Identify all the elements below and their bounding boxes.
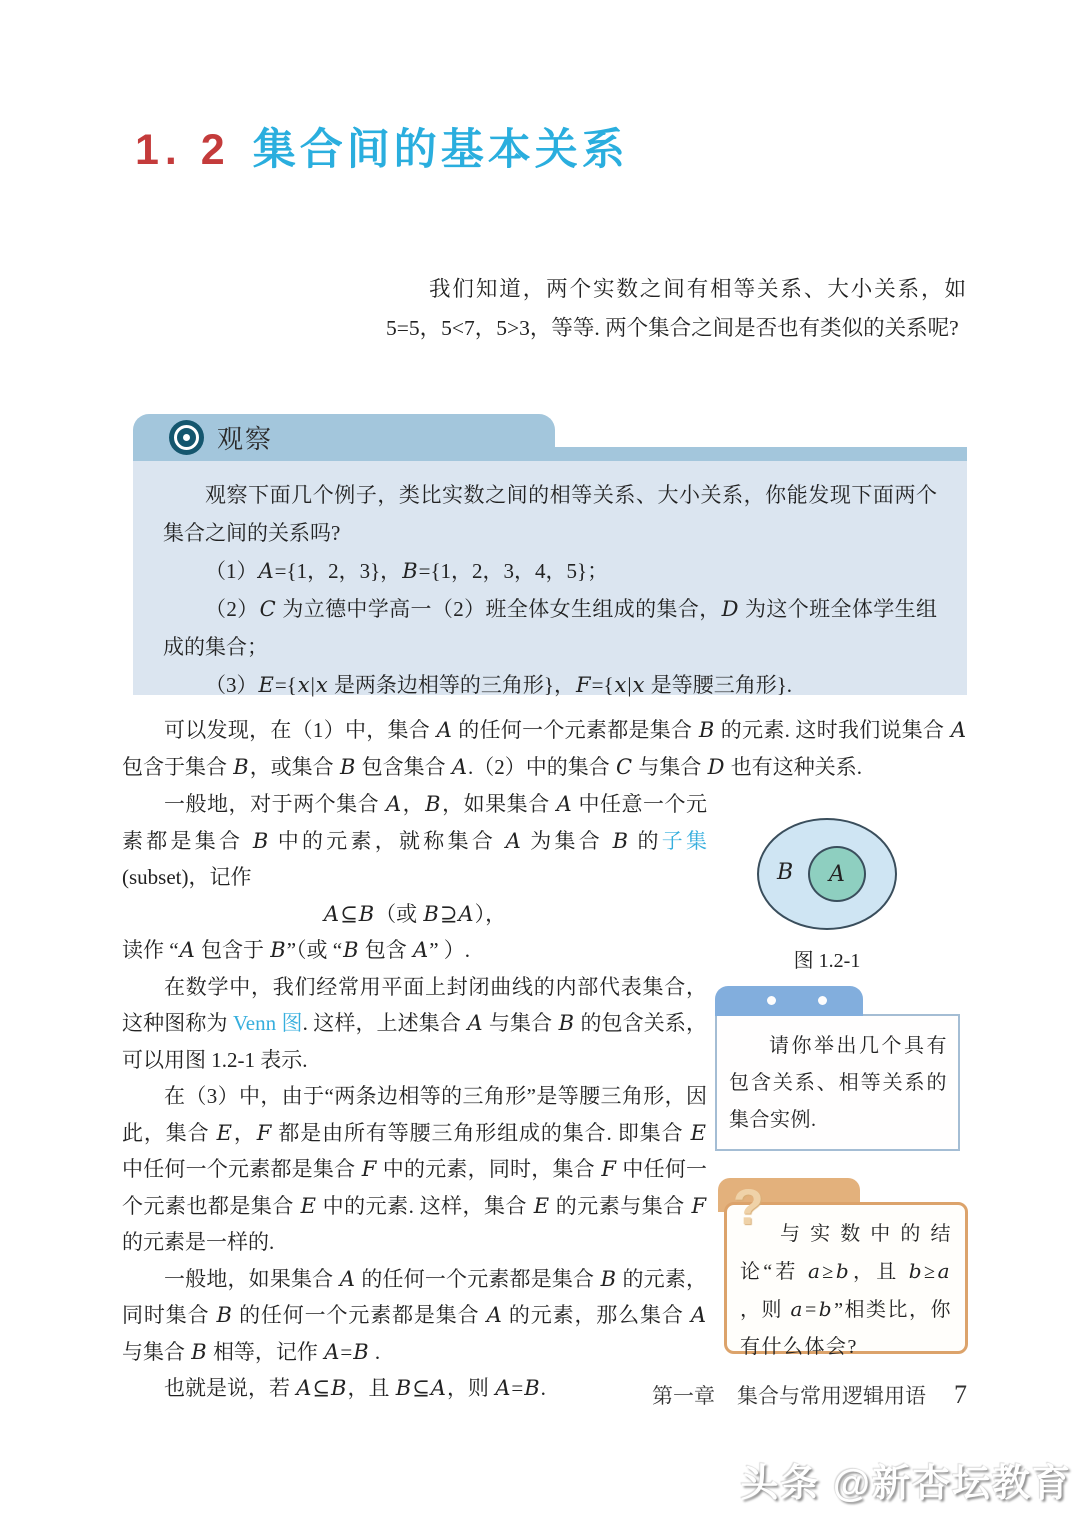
math-variable: B — [331, 1376, 347, 1400]
text-segment: | — [310, 673, 315, 697]
text-segment: 中任意一个元素都是集合 — [122, 792, 708, 853]
math-variable: b — [818, 1297, 834, 1321]
math-variable: A — [323, 901, 340, 926]
math-variable: A — [467, 1011, 483, 1035]
math-variable: E — [216, 1120, 232, 1145]
math-variable: B — [524, 1376, 540, 1400]
math-variable: B — [233, 755, 249, 779]
text-segment: ={ — [274, 673, 297, 697]
text-segment: .（2）中的集合 — [468, 755, 616, 779]
venn-outer-ellipse — [757, 818, 897, 930]
math-variable: F — [576, 673, 591, 697]
text-segment: ≥ — [822, 1261, 835, 1283]
text-segment: 与集合 — [633, 755, 707, 779]
observe-item-1 — [163, 552, 937, 590]
text-segment: 包含 — [359, 938, 413, 962]
icon-dot — [183, 434, 190, 441]
math-variable: A — [339, 1266, 355, 1291]
target-observe-icon — [169, 420, 204, 455]
text-segment: 中任何一个元素也都是集合 — [122, 1157, 708, 1218]
math-variable: A — [258, 559, 274, 583]
text-segment: 一般地，如果集合 — [164, 1266, 339, 1291]
text-segment: 的任何一个元素都是集合 — [232, 1303, 486, 1327]
math-variable: B — [191, 1339, 207, 1364]
note-dot-icon — [818, 996, 827, 1005]
text-segment: 包含集合 — [356, 755, 451, 779]
text-segment: （1） — [205, 559, 258, 583]
keyword-highlight: Venn 图 — [232, 1011, 303, 1035]
text-segment: 是等腰三角形}. — [645, 673, 793, 697]
section-number: 1. 2 — [135, 126, 231, 174]
math-variable: x — [614, 673, 627, 697]
note-dot-icon — [767, 996, 776, 1005]
text-segment: 是两条边相等的三角形}， — [328, 673, 576, 697]
math-variable: x — [315, 673, 328, 697]
math-variable: A — [690, 1303, 707, 1327]
text-segment: 的元素，那么集合 — [502, 1303, 690, 1327]
math-variable: A — [413, 938, 429, 962]
math-variable: A — [451, 755, 468, 779]
math-variable: B — [395, 1376, 412, 1400]
math-variable: B — [216, 1303, 232, 1327]
math-variable: A — [950, 718, 967, 742]
math-variable: x — [297, 673, 310, 697]
observe-box — [133, 414, 967, 695]
text-segment: 的元素，同时集合 — [122, 1266, 708, 1327]
math-variable: A — [430, 1376, 446, 1400]
observe-body — [133, 461, 967, 695]
math-variable: E — [690, 1120, 707, 1145]
text-segment: ={ — [591, 673, 614, 697]
text-segment: ， — [402, 792, 425, 816]
main-text-fullwidth — [122, 712, 967, 786]
text-segment: . — [369, 1339, 381, 1364]
text-segment: 的任何一个元素都是集合 — [452, 718, 698, 742]
text-segment: ， — [232, 1120, 256, 1145]
text-segment: ，且 — [347, 1376, 395, 1400]
text-segment: = — [511, 1376, 524, 1400]
venn-inner-circle — [808, 846, 866, 902]
text-segment: 与集合 — [122, 1339, 191, 1364]
text-segment: ⊇ — [439, 901, 458, 926]
text-segment: = — [340, 1339, 353, 1364]
math-variable: B — [425, 792, 441, 816]
page-number: 7 — [954, 1380, 967, 1409]
math-variable: a — [807, 1259, 822, 1283]
text-segment: ”（或 “ — [286, 938, 343, 962]
math-variable: F — [601, 1157, 616, 1181]
text-segment: 的任何一个元素都是集合 — [355, 1266, 600, 1291]
footer-chapter: 第一章 — [652, 1384, 715, 1408]
math-variable: D — [707, 755, 725, 779]
math-variable: E — [300, 1193, 316, 1218]
observe-item-3 — [163, 666, 937, 704]
venn-label-a: A — [829, 861, 845, 887]
text-segment: 的元素. 这时我们说集合 — [715, 718, 950, 742]
math-variable: B — [423, 901, 439, 926]
intro-paragraph: 我们知道，两个实数之间有相等关系、大小关系，如 5=5，5<7，5>3，等等. 两个集合之间是否也有类似的关系呢? — [386, 277, 966, 340]
text-segment: ={1，2，3}， — [274, 559, 402, 583]
main-text-column — [122, 786, 707, 1407]
math-variable: B — [600, 1266, 617, 1291]
math-variable: F — [256, 1120, 272, 1145]
text-segment: ，则 — [740, 1299, 790, 1321]
math-variable: B — [339, 755, 356, 779]
observe-item-2 — [163, 590, 937, 666]
paragraph-subset-definition — [122, 786, 707, 896]
text-segment: . — [540, 1376, 546, 1400]
text-segment: 在数学中，我们经常用平面上封闭曲线的内部代表集合，这种图称为 — [122, 974, 707, 1035]
text-segment: ，如果集合 — [441, 792, 556, 816]
footer-book-title: 集合与常用逻辑用语 — [737, 1384, 926, 1408]
text-segment: 也就是说，若 — [164, 1376, 296, 1400]
text-segment: 中的元素，就称集合 — [269, 828, 505, 853]
text-segment: ，则 — [446, 1376, 495, 1400]
text-segment: 为这个班全体学生组成的集合； — [163, 597, 938, 659]
margin-note-tab — [715, 986, 863, 1016]
text-segment: （2） — [205, 597, 259, 621]
venn-label-b: B — [777, 860, 794, 885]
text-segment: ，且 — [851, 1261, 908, 1283]
text-segment: | — [627, 673, 632, 697]
math-variable: b — [835, 1259, 851, 1283]
math-variable: B — [353, 1339, 369, 1364]
text-segment: 为集合 — [521, 828, 612, 853]
text-segment: 的 — [629, 828, 662, 853]
subset-formula — [122, 896, 707, 933]
observe-label: 观察 — [217, 424, 274, 454]
math-variable: A — [495, 1376, 511, 1400]
text-segment: （或 — [375, 901, 423, 926]
text-segment: （3） — [205, 673, 258, 697]
math-variable: A — [179, 938, 195, 962]
math-variable: F — [361, 1157, 377, 1181]
question-box — [718, 1178, 970, 1360]
math-variable: C — [259, 597, 276, 621]
text-segment: 包含于集合 — [122, 755, 233, 779]
math-variable: A — [505, 828, 521, 853]
text-segment: 的元素是一样的. — [122, 1230, 275, 1254]
text-segment: 包含于 — [195, 938, 270, 962]
math-variable: E — [533, 1193, 550, 1218]
watermark: 头条 @新杏坛教育 — [740, 1463, 1072, 1505]
text-segment: . 这样，上述集合 — [302, 1011, 467, 1035]
math-variable: a — [937, 1259, 951, 1283]
paragraph-found — [122, 712, 967, 786]
paragraph-venn-diagram — [122, 969, 707, 1079]
math-variable: A — [486, 1303, 502, 1327]
text-segment: ）， — [474, 901, 507, 926]
text-segment: 中的元素，同时，集合 — [377, 1157, 601, 1181]
page-footer — [652, 1380, 967, 1410]
text-segment: 在（3）中，由于“两条边相等的三角形”是等腰三角形，因此，集合 — [122, 1084, 707, 1145]
figure-caption: 图 1.2-1 — [793, 950, 861, 972]
math-variable: B — [358, 901, 375, 926]
paragraph-read-as — [122, 932, 707, 969]
text-segment: ≥ — [924, 1261, 937, 1283]
text-segment: ”相类比，你有什么体会? — [740, 1299, 952, 1358]
paragraph-that-is — [122, 1370, 707, 1407]
text-segment: 为立德中学高一（2）班全体女生组成的集合， — [276, 597, 721, 621]
section-title: 集合间的基本关系 — [252, 126, 629, 174]
math-variable: x — [632, 673, 645, 697]
text-segment: ⊆ — [340, 901, 358, 926]
text-segment: 的包含关系，可以用图 1.2-1 表示. — [122, 1011, 708, 1072]
math-variable: B — [402, 559, 418, 583]
text-segment: ={1，2，3，4，5}； — [418, 559, 609, 583]
math-variable: A — [458, 901, 474, 926]
text-segment: ” ）. — [429, 938, 471, 962]
question-mark-icon: ? — [733, 1179, 764, 1235]
text-segment: 相等，记作 — [207, 1339, 324, 1364]
text-segment: 一般地，对于两个集合 — [164, 792, 385, 816]
text-segment: 都是由所有等腰三角形组成的集合. 即集合 — [272, 1120, 690, 1145]
text-segment: 与实数中的结论“若 — [740, 1223, 952, 1283]
observe-paragraph: 观察下面几个例子，类比实数之间的相等关系、大小关系，你能发现下面两个集合之间的关系吗? — [163, 483, 937, 545]
text-segment: (subset)，记作 — [122, 865, 252, 889]
math-variable: A — [385, 792, 402, 816]
paragraph-example3 — [122, 1078, 707, 1261]
math-variable: B — [252, 828, 269, 853]
text-segment: ，或集合 — [249, 755, 339, 779]
math-variable: D — [721, 597, 739, 621]
math-variable: A — [296, 1376, 312, 1400]
math-variable: B — [612, 828, 628, 853]
text-segment: 中任何一个元素都是集合 — [122, 1157, 361, 1181]
margin-note-box — [715, 986, 960, 1151]
math-variable: E — [258, 673, 274, 697]
keyword-highlight: 子集 — [661, 828, 708, 853]
math-variable: F — [691, 1193, 707, 1218]
math-variable: a — [790, 1297, 804, 1321]
math-variable: A — [324, 1339, 340, 1364]
math-variable: B — [343, 938, 359, 962]
text-segment: = — [804, 1299, 818, 1321]
text-segment: 与集合 — [483, 1011, 558, 1035]
math-variable: C — [616, 755, 633, 779]
text-segment: 中的元素. 这样，集合 — [316, 1193, 533, 1218]
margin-note-text: 请你举出几个具有包含关系、相等关系的集合实例. — [715, 1014, 960, 1151]
text-segment: 也有这种关系. — [725, 755, 862, 779]
math-variable: B — [270, 938, 286, 962]
math-variable: A — [436, 718, 452, 742]
paragraph-set-equality — [122, 1261, 707, 1371]
observe-tab — [133, 414, 555, 461]
text-segment: 读作 “ — [122, 938, 179, 962]
math-variable: B — [698, 718, 715, 742]
page-title — [135, 116, 629, 177]
text-segment: 可以发现，在（1）中，集合 — [164, 718, 436, 742]
math-variable: A — [556, 792, 572, 816]
text-segment: ⊆ — [312, 1376, 331, 1400]
math-variable: b — [908, 1259, 924, 1283]
venn-figure — [757, 818, 901, 973]
text-segment: 的元素与集合 — [550, 1193, 691, 1218]
text-segment: ⊆ — [412, 1376, 430, 1400]
math-variable: B — [558, 1011, 575, 1035]
